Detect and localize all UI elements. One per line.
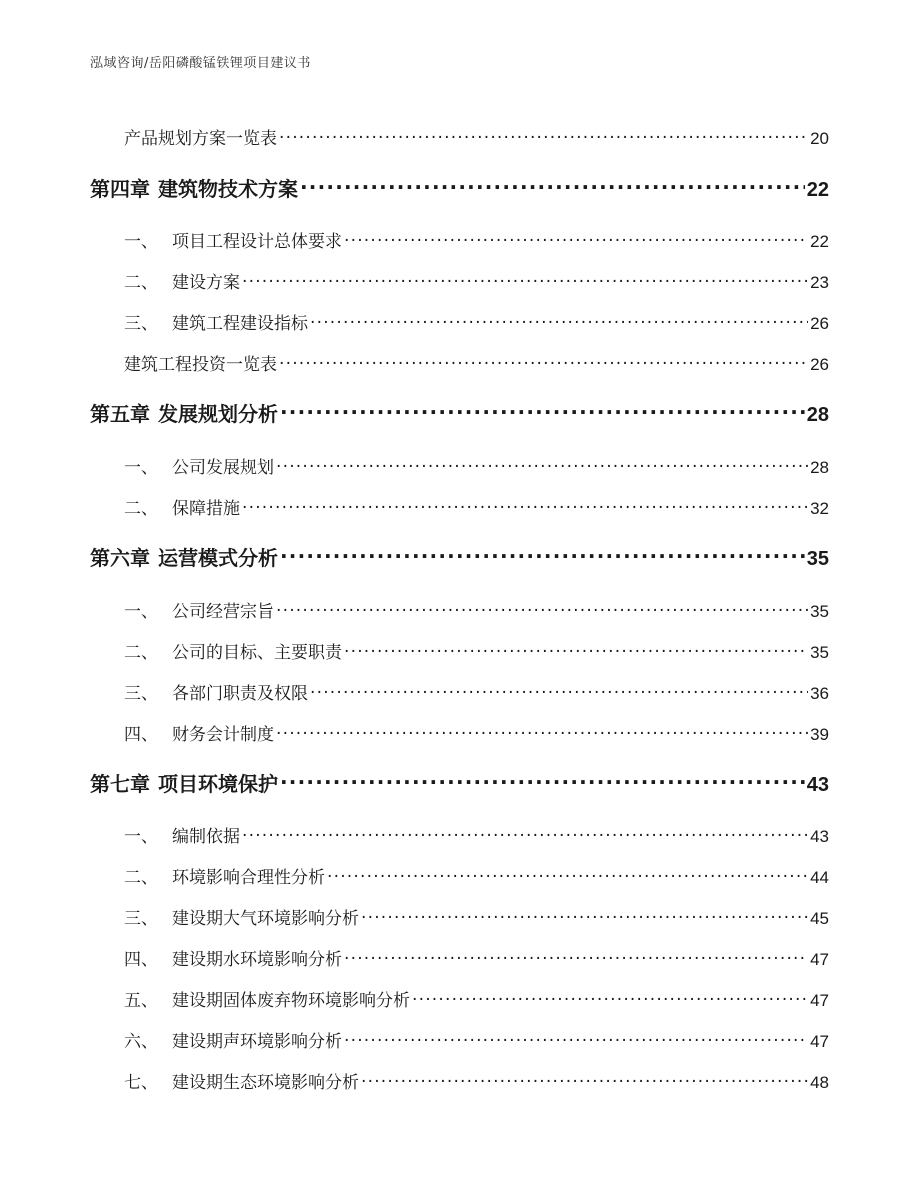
- chapter-number: 第四章: [90, 177, 150, 201]
- toc-section-7-6[interactable]: [124, 1027, 829, 1052]
- section-title: 建筑工程建设指标: [172, 314, 308, 334]
- toc-page-number: 28: [810, 458, 829, 477]
- toc-page-number: 47: [810, 950, 829, 969]
- dot-leader: [361, 1071, 808, 1088]
- page-header: 泓域咨询/岳阳磷酸锰铁锂项目建议书: [90, 56, 311, 71]
- dot-leader: [242, 497, 808, 514]
- dot-leader: [279, 127, 808, 144]
- toc-section-6-4[interactable]: [124, 720, 829, 745]
- section-title: 建设期大气环境影响分析: [172, 909, 359, 929]
- dot-leader: [344, 948, 808, 965]
- dot-leader: [412, 989, 808, 1006]
- section-number: 三、: [124, 314, 158, 334]
- section-title: 公司发展规划: [172, 458, 274, 478]
- section-number: 六、: [124, 1032, 158, 1052]
- section-number: 五、: [124, 991, 158, 1011]
- toc-chapter-4[interactable]: [90, 173, 829, 202]
- dot-leader: [300, 176, 805, 196]
- section-title: 建设期生态环境影响分析: [172, 1073, 359, 1093]
- section-number: 二、: [124, 868, 158, 888]
- toc-page-number: 39: [810, 725, 829, 744]
- dot-leader: [280, 401, 805, 421]
- toc-page-number: 35: [810, 643, 829, 662]
- section-number: 一、: [124, 602, 158, 622]
- toc-page-number: 47: [810, 1032, 829, 1051]
- toc-section-6-3[interactable]: [124, 679, 829, 704]
- toc-page-number: 45: [810, 909, 829, 928]
- section-number: 三、: [124, 909, 158, 929]
- section-title: 财务会计制度: [172, 725, 274, 745]
- toc-section-4-1[interactable]: [124, 227, 829, 252]
- dot-leader: [361, 907, 808, 924]
- dot-leader: [276, 723, 808, 740]
- chapter-number: 第五章: [90, 402, 150, 426]
- dot-leader: [344, 1030, 808, 1047]
- toc-page-number: 26: [810, 314, 829, 333]
- section-title: 保障措施: [172, 499, 240, 519]
- toc-entry-title: 建筑工程投资一览表: [124, 355, 277, 375]
- toc-page-number: 43: [810, 827, 829, 846]
- section-title: 公司经营宗旨: [172, 602, 274, 622]
- toc-section-7-5[interactable]: [124, 986, 829, 1011]
- section-title: 建设方案: [172, 273, 240, 293]
- dot-leader: [276, 600, 808, 617]
- toc-section-7-4[interactable]: [124, 945, 829, 970]
- toc-section-7-1[interactable]: [124, 822, 829, 847]
- section-number: 二、: [124, 273, 158, 293]
- toc-page-number: 20: [810, 129, 829, 148]
- section-title: 编制依据: [172, 827, 240, 847]
- dot-leader: [310, 682, 808, 699]
- dot-leader: [280, 771, 805, 791]
- toc-section-5-1[interactable]: [124, 453, 829, 478]
- dot-leader: [276, 456, 808, 473]
- chapter-number: 第七章: [90, 772, 150, 796]
- toc-page-number: 32: [810, 499, 829, 518]
- toc-chapter-5[interactable]: [90, 398, 829, 427]
- chapter-title: 建筑物技术方案: [158, 177, 298, 201]
- section-number: 四、: [124, 950, 158, 970]
- toc-section-6-2[interactable]: [124, 638, 829, 663]
- toc-page-number: 35: [810, 602, 829, 621]
- toc-page-number: 36: [810, 684, 829, 703]
- section-number: 二、: [124, 643, 158, 663]
- section-number: 一、: [124, 827, 158, 847]
- toc-section-7-7[interactable]: [124, 1068, 829, 1093]
- toc-entry-construction-investment-table[interactable]: [124, 350, 829, 375]
- section-number: 七、: [124, 1073, 158, 1093]
- dot-leader: [242, 825, 808, 842]
- toc-entry-product-plan-table[interactable]: [124, 124, 829, 149]
- toc-page-number: 22: [806, 179, 829, 201]
- dot-leader: [344, 641, 808, 658]
- toc-page-number: 35: [806, 548, 829, 570]
- section-title: 公司的目标、主要职责: [172, 643, 342, 663]
- toc-section-4-2[interactable]: [124, 268, 829, 293]
- section-title: 建设期声环境影响分析: [172, 1032, 342, 1052]
- section-title: 各部门职责及权限: [172, 684, 308, 704]
- section-number: 一、: [124, 232, 158, 252]
- toc-section-6-1[interactable]: [124, 597, 829, 622]
- toc-page-number: 26: [810, 355, 829, 374]
- dot-leader: [327, 866, 808, 883]
- section-number: 三、: [124, 684, 158, 704]
- toc-chapter-7[interactable]: [90, 768, 829, 797]
- section-title: 建设期固体废弃物环境影响分析: [172, 991, 410, 1011]
- toc-entry-title: 产品规划方案一览表: [124, 129, 277, 149]
- toc-page-number: 23: [810, 273, 829, 292]
- section-title: 项目工程设计总体要求: [172, 232, 342, 252]
- dot-leader: [280, 545, 805, 565]
- dot-leader: [310, 312, 808, 329]
- toc-section-7-3[interactable]: [124, 904, 829, 929]
- toc-page-number: 48: [810, 1073, 829, 1092]
- chapter-number: 第六章: [90, 546, 150, 570]
- dot-leader: [279, 353, 808, 370]
- toc-section-7-2[interactable]: [124, 863, 829, 888]
- section-number: 一、: [124, 458, 158, 478]
- section-title: 建设期水环境影响分析: [172, 950, 342, 970]
- toc-chapter-6[interactable]: [90, 542, 829, 571]
- chapter-title: 运营模式分析: [158, 546, 278, 570]
- dot-leader: [242, 271, 808, 288]
- toc-section-4-3[interactable]: [124, 309, 829, 334]
- chapter-title: 发展规划分析: [158, 402, 278, 426]
- toc-page-number: 47: [810, 991, 829, 1010]
- section-title: 环境影响合理性分析: [172, 868, 325, 888]
- section-number: 四、: [124, 725, 158, 745]
- toc-page-number: 44: [810, 868, 829, 887]
- toc-page-number: 43: [806, 774, 829, 796]
- section-number: 二、: [124, 499, 158, 519]
- toc-section-5-2[interactable]: [124, 494, 829, 519]
- dot-leader: [344, 230, 808, 247]
- toc-page-number: 22: [810, 232, 829, 251]
- chapter-title: 项目环境保护: [158, 772, 278, 796]
- toc-page-number: 28: [806, 404, 829, 426]
